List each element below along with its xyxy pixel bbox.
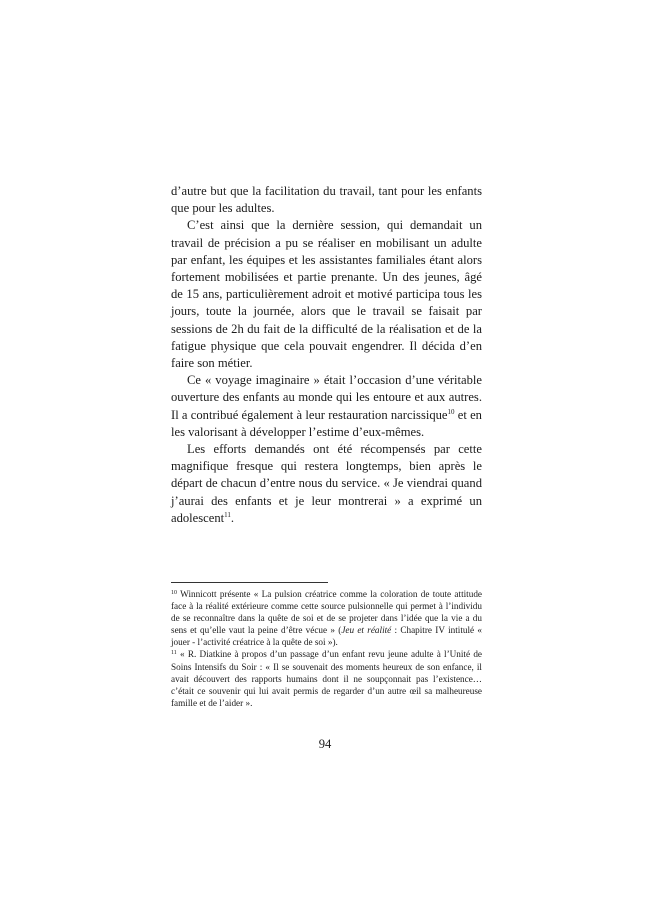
footnote-ref-11: 11 bbox=[224, 510, 231, 519]
page-number: 94 bbox=[318, 737, 332, 751]
footnotes bbox=[171, 588, 482, 709]
footnote-ref-10: 10 bbox=[447, 407, 455, 416]
paragraph-1: d’autre but que la facilitation du travail, tant pour les enfants que pour les adultes. bbox=[171, 184, 482, 216]
footnote-10: $^{10}$ Winnicott présente « La pulsion créatrice comme la coloration de toute attitude face à la réalité extérieure comme cette source pulsionnelle qui permet à l’individu de se reconnaître dans la quête de soi et de se projeter dans l’idée que la vie a du sens et qu’elle vaut la peine d’être vécue » (Jeu et réalité : Chapitre IV intitulé « jouer - l’activité créatrice à la quête de soi »). bbox=[171, 589, 482, 648]
footnote-number: 10 bbox=[171, 590, 177, 596]
footnote-divider bbox=[171, 582, 328, 583]
paragraph-4: Les efforts demandés ont été récompensés par cette magnifique fresque qui restera longtemps, bien après le départ de chacun d’entre nous du service. « Je viendrai quand j’aurai des enfants et je leur montrerai » a exprimé un adolescent$^{11}$. bbox=[171, 442, 482, 525]
footnote-11: $^{11}$ « R. Diatkine à propos d’un passage d’un enfant revu jeune adulte à l’Unité de Soins Intensifs du Soir : « Il se souvenait des moments heureux de son enfance, il avait découvert des rapports humains dont il ne soupçonnait pas l’existence… c’était ce souvenir qui lui avait permis de regarder d’un autre œil sa malheureuse famille et de l’aider ». bbox=[171, 649, 482, 708]
footnote-number: 11 bbox=[171, 650, 177, 657]
book-title: Jeu et réalité bbox=[341, 625, 392, 636]
body-text bbox=[171, 183, 482, 527]
paragraph-3: Ce « voyage imaginaire » était l’occasion d’une véritable ouverture des enfants au monde qui les entoure et aux autres. Il a contribué également à leur restauration narcissique$^{10}$ et en les valorisant à développer l’estime d’eux-mêmes. bbox=[171, 373, 482, 439]
paragraph-2: C’est ainsi que la dernière session, qui demandait un travail de précision a pu se réaliser en mobilisant un adulte par enfant, les équipes et les assistantes familiales étant alors fortement mobilisées et partie prenante. Un des jeunes, âgé de 15 ans, particulièrement adroit et motivé participa tous les jours, toute la journée, alors que le travail se faisait par sessions de 2h du fait de la difficulté de la réalisation et de la fatigue physique que cela pouvait engendrer. Il décida d’en faire son métier. bbox=[171, 218, 482, 371]
